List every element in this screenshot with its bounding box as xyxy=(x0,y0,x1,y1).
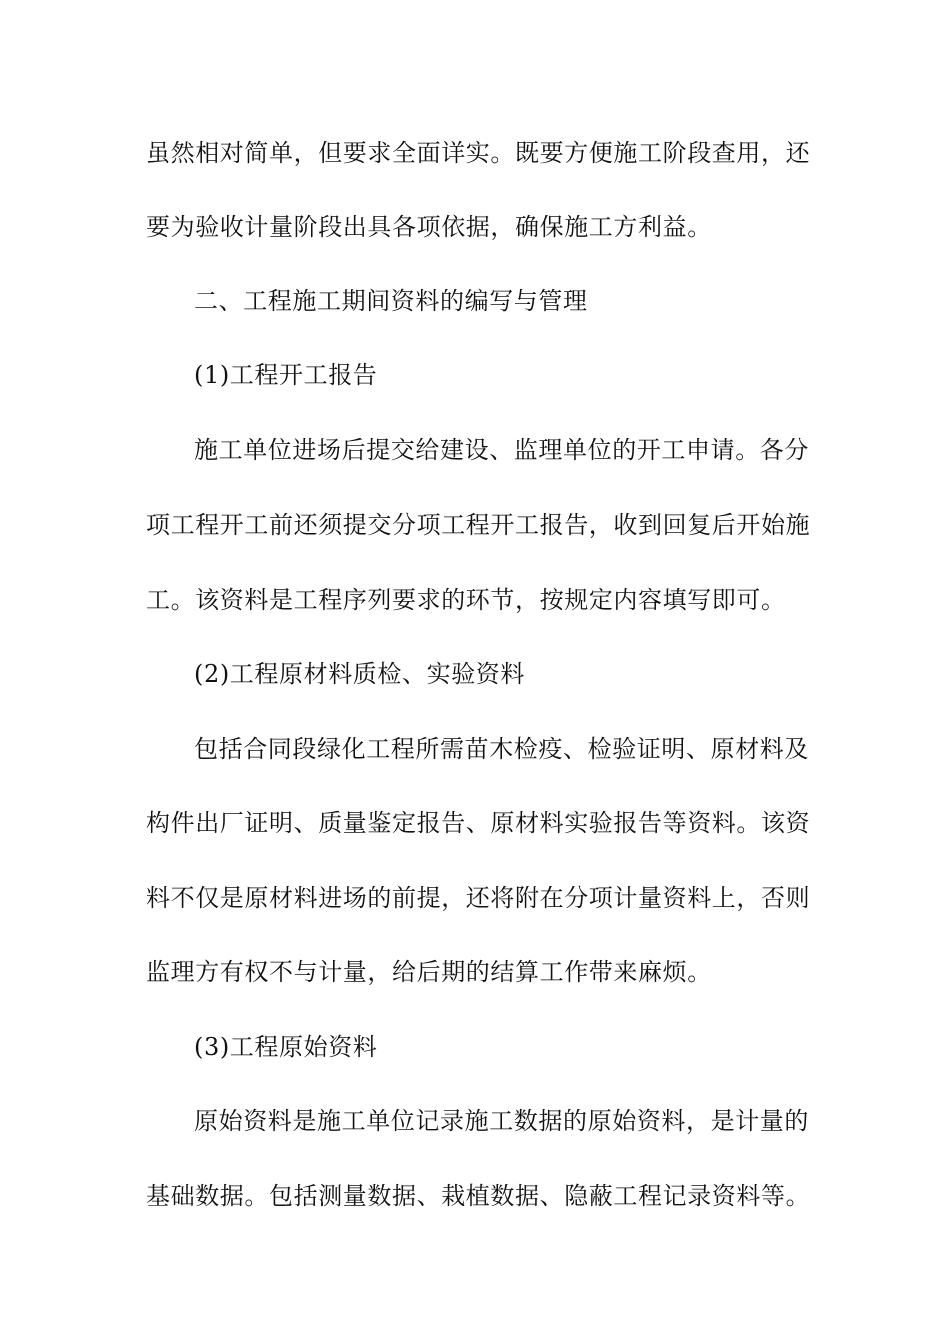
paragraph-line: 虽然相对简单，但要求全面详实。既要方便施工阶段查用，还 xyxy=(146,139,811,167)
paragraph-line: 包括合同段绿化工程所需苗木检疫、检验证明、原材料及 xyxy=(194,735,809,763)
subsection-heading: (2)工程原材料质检、实验资料 xyxy=(194,660,525,688)
paragraph-line: 构件出厂证明、质量鉴定报告、原材料实验报告等资料。该资 xyxy=(146,809,811,837)
paragraph-line: 要为验收计量阶段出具各项依据，确保施工方利益。 xyxy=(146,213,712,241)
section-heading: 二、工程施工期间资料的编写与管理 xyxy=(194,287,588,315)
subsection-heading: (3)工程原始资料 xyxy=(194,1033,378,1061)
paragraph-line: 工。该资料是工程序列要求的环节，按规定内容填写即可。 xyxy=(146,586,786,614)
paragraph-line: 料不仅是原材料进场的前提，还将附在分项计量资料上，否则 xyxy=(146,884,811,912)
subsection-heading: (1)工程开工报告 xyxy=(194,361,378,389)
paragraph-line: 原始资料是施工单位记录施工数据的原始资料，是计量的 xyxy=(194,1107,809,1135)
paragraph-line: 施工单位进场后提交给建设、监理单位的开工申请。各分 xyxy=(194,436,809,464)
paragraph-line: 基础数据。包括测量数据、栽植数据、隐蔽工程记录资料等。 xyxy=(146,1182,811,1210)
paragraph-line: 项工程开工前还须提交分项工程开工报告，收到回复后开始施 xyxy=(146,511,811,539)
paragraph-line: 监理方有权不与计量，给后期的结算工作带来麻烦。 xyxy=(146,958,712,986)
